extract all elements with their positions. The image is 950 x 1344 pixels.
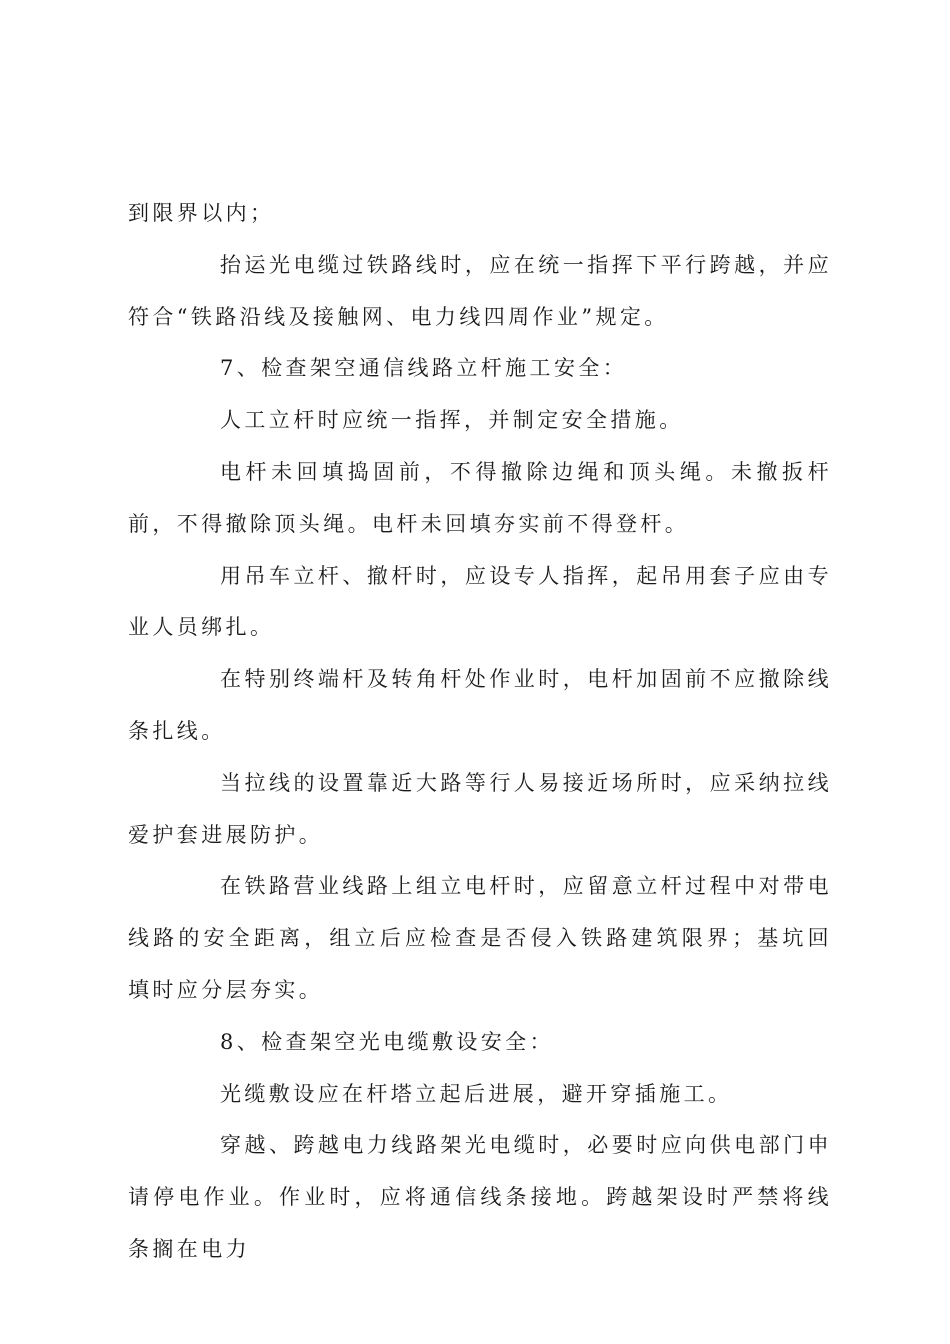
paragraph-manual-pole: 人工立杆时应统一指挥，并制定安全措施。 bbox=[220, 408, 684, 433]
section-heading-7: 7、检查架空通信线路立杆施工安全： bbox=[220, 356, 628, 381]
paragraph-limit-end: 到限界以内； bbox=[128, 201, 275, 225]
paragraph-railway-pole: 在铁路营业线路上组立电杆时，应留意立杆过程中对带电线路的安全距离，组立后应检查是否侵入铁路建筑限界；基坑回填时应分层夯实。 bbox=[128, 874, 832, 1002]
paragraph-cable-crossing: 抬运光电缆过铁路线时，应在统一指挥下平行跨越，并应符合“铁路沿线及接触网、电力线四周作业”规定。 bbox=[128, 252, 832, 329]
paragraph-power-line-crossing: 穿越、跨越电力线路架光电缆时，必要时应向供电部门申请停电作业。作业时，应将通信线条接地。跨越架设时严禁将线条搁在电力 bbox=[128, 1133, 832, 1261]
paragraph-guy-wire: 当拉线的设置靠近大路等行人易接近场所时，应采纳拉线爱护套进展防护。 bbox=[128, 770, 832, 847]
paragraph-pole-backfill: 电杆未回填捣固前，不得撤除边绳和顶头绳。未撤扳杆前，不得撤除顶头绳。电杆未回填夯实前不得登杆。 bbox=[128, 459, 832, 536]
paragraph-optical-cable: 光缆敷设应在杆塔立起后进展，避开穿插施工。 bbox=[220, 1081, 733, 1106]
paragraph-crane-pole: 用吊车立杆、撤杆时，应设专人指挥，起吊用套子应由专业人员绑扎。 bbox=[128, 563, 832, 640]
section-heading-8: 8、检查架空光电缆敷设安全： bbox=[220, 1029, 554, 1054]
document-body bbox=[128, 188, 832, 1276]
paragraph-terminal-pole: 在特别终端杆及转角杆处作业时，电杆加固前不应撤除线条扎线。 bbox=[128, 667, 832, 743]
